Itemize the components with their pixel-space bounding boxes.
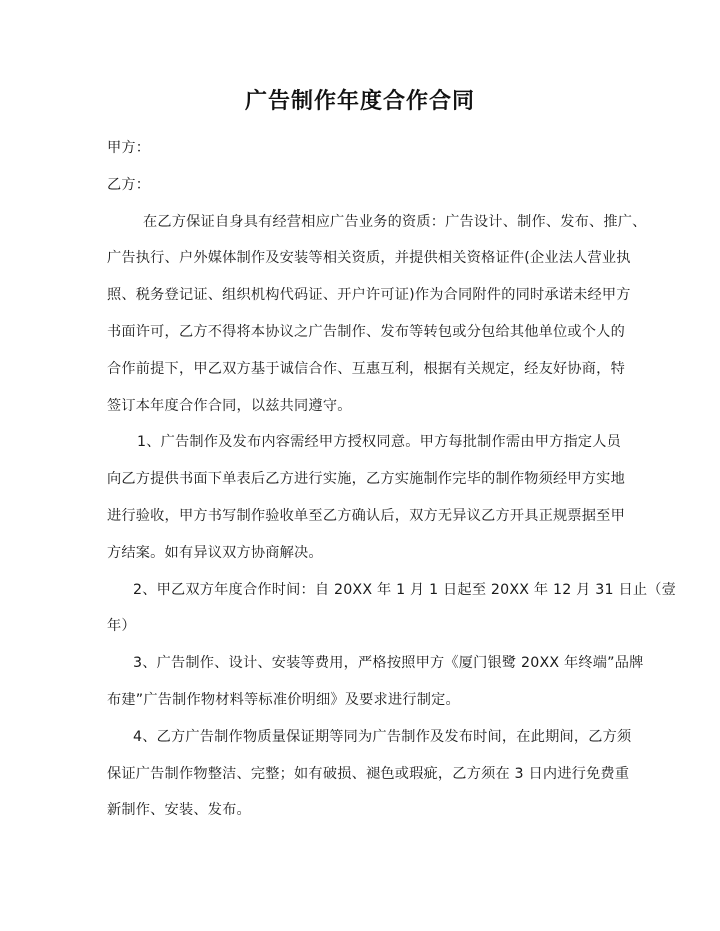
paragraph-line: 1、广告制作及发布内容需经甲方授权同意。甲方每批制作需由甲方指定人员 bbox=[137, 434, 622, 451]
party-b-label: 乙方： bbox=[107, 176, 151, 193]
paragraph-line: 3、广告制作、设计、安装等费用，严格按照甲方《厦门银鹭 20XX 年终端”品牌 bbox=[133, 655, 644, 672]
clause-2 bbox=[107, 572, 676, 646]
intro-paragraph bbox=[107, 204, 647, 425]
paragraph-line: 2、甲乙双方年度合作时间：自 20XX 年 1 月 1 日起至 20XX 年 12 月 31 日止（壹 bbox=[133, 581, 676, 598]
paragraph-line: 广告执行、户外媒体制作及安装等相关资质，并提供相关资格证件(企业法人营业执 bbox=[107, 250, 631, 267]
paragraph-line: 进行验收，甲方书写制作验收单至乙方确认后，双方无异议乙方开具正规票据至甲 bbox=[107, 507, 625, 524]
paragraph-line: 签订本年度合作合同，以兹共同遵守。 bbox=[107, 397, 352, 414]
paragraph-line: 保证广告制作物整洁、完整；如有破损、褪色或瑕疵，乙方须在 3 日内进行免费重 bbox=[107, 765, 630, 782]
paragraph-line: 照、税务登记证、组织机构代码证、开户许可证)作为合同附件的同时承诺未经甲方 bbox=[107, 287, 631, 304]
clause-3 bbox=[107, 645, 644, 719]
paragraph-line: 向乙方提供书面下单表后乙方进行实施，乙方实施制作完毕的制作物须经甲方实地 bbox=[107, 471, 625, 488]
paragraph-line: 年） bbox=[107, 618, 136, 635]
clause-4 bbox=[107, 719, 632, 829]
paragraph-line: 在乙方保证自身具有经营相应广告业务的资质：广告设计、制作、发布、推广、 bbox=[143, 213, 647, 230]
clause-1 bbox=[107, 424, 625, 571]
paragraph-line: 布建”广告制作物材料等标准价明细》及要求进行制定。 bbox=[107, 691, 460, 708]
paragraph-line: 方结案。如有异议双方协商解决。 bbox=[107, 544, 323, 561]
paragraph-line: 书面许可，乙方不得将本协议之广告制作、发布等转包或分包给其他单位或个人的 bbox=[107, 323, 625, 340]
document-title: 广告制作年度合作合同 bbox=[244, 88, 475, 114]
paragraph-line: 合作前提下，甲乙双方基于诚信合作、互惠互利，根据有关规定，经友好协商，特 bbox=[107, 360, 625, 377]
document-body bbox=[107, 130, 676, 829]
paragraph-line: 4、乙方广告制作物质量保证期等同为广告制作及发布时间，在此期间，乙方须 bbox=[133, 728, 632, 745]
party-a-label: 甲方： bbox=[107, 140, 151, 156]
paragraph-line: 新制作、安装、发布。 bbox=[107, 802, 251, 819]
